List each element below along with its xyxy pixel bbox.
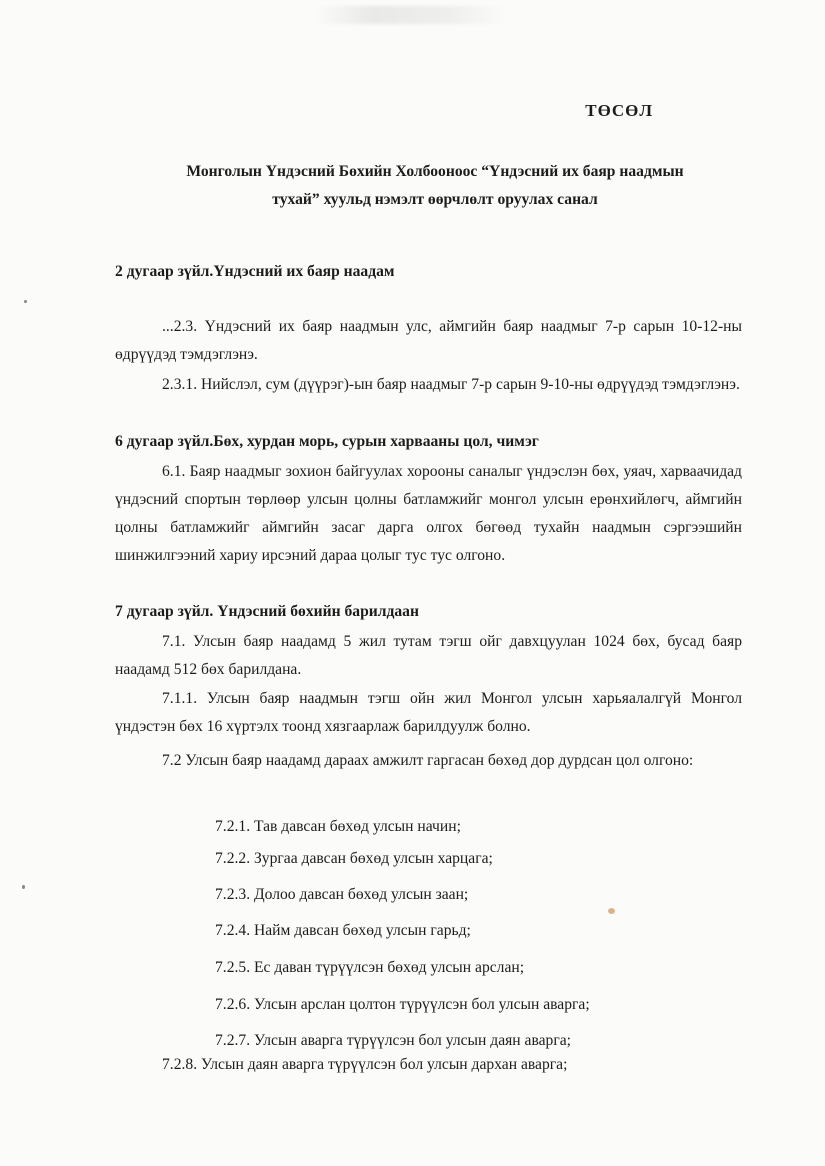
draft-label: ТӨСӨЛ [585, 101, 653, 120]
list-item-7-2-7: 7.2.7. Улсын аварга түрүүлсэн бол улсын даян аварга; [215, 1032, 571, 1049]
list-item-7-2-8: 7.2.8. Улсын даян аварга түрүүлсэн бол улсын дархан аварга; [162, 1056, 568, 1073]
article-2-paragraph-2-3: ...2.3. Үндэсний их баяр наадмын улс, аймгийн баяр наадмыг 7-р сарын 10-12-ны өдрүүдэд тэмдэглэнэ. [115, 318, 742, 363]
scan-speck [22, 885, 25, 889]
list-item-7-2-3: 7.2.3. Долоо давсан бөхөд улсын заан; [215, 886, 469, 903]
title-line-1: Монголын Үндэсний Бөхийн Холбооноос “Үндэсний их баяр наадмын [186, 163, 684, 180]
list-item-7-2-4: 7.2.4. Найм давсан бөхөд улсын гарьд; [215, 922, 471, 939]
article-7-paragraph-7-1: 7.1. Улсын баяр наадамд 5 жил тутам тэгш ойг давхцуулан 1024 бөх, бусад баяр наадамд 512 бөх барилдана. [115, 633, 742, 678]
scan-speck [608, 908, 615, 914]
article-6-paragraph-6-1: 6.1. Баяр наадмыг зохион байгуулах хорооны саналыг үндэслэн бөх, уяач, харваачидад үндэсний спортын төрлөөр улсын цолны батламжийг монгол улсын ерөнхийлөгч, аймгийн цолны батламжийг аймгийн засаг дарга олгох бөгөөд тухайн наадмын сэргээшийн шинжилгээний хариу ирсэний дараа цолыг тус тус олгоно. [115, 463, 742, 564]
article-7-heading: 7 дугаар зүйл. Үндэсний бөхийн барилдаан [115, 603, 419, 620]
list-item-7-2-1: 7.2.1. Тав давсан бөхөд улсын начин; [215, 818, 461, 835]
article-7-paragraph-7-2: 7.2 Улсын баяр наадамд дараах амжилт гаргасан бөхөд дор дурдсан цол олгоно: [162, 752, 694, 769]
scan-artifact [315, 6, 505, 24]
article-2-heading: 2 дугаар зүйл.Үндэсний их баяр наадам [115, 263, 395, 280]
document-title [100, 158, 770, 214]
title-line-2: тухай” хуульд нэмэлт өөрчлөлт оруулах санал [272, 191, 598, 208]
list-item-7-2-6: 7.2.6. Улсын арслан цолтон түрүүлсэн бол улсын аварга; [215, 996, 590, 1013]
article-2-paragraph-2-3-1: 2.3.1. Нийслэл, сум (дүүрэг)-ын баяр наадмыг 7-р сарын 9-10-ны өдрүүдэд тэмдэглэнэ. [162, 376, 740, 393]
scan-speck [24, 300, 27, 303]
list-item-7-2-5: 7.2.5. Ес даван түрүүлсэн бөхөд улсын арслан; [215, 959, 525, 976]
article-7-paragraph-7-1-1: 7.1.1. Улсын баяр наадмын тэгш ойн жил Монгол улсын харьяалалгүй Монгол үндэстэн бөх 16 хүртэлх тоонд хязгаарлаж барилдуулж болно. [115, 690, 742, 735]
article-6-heading: 6 дугаар зүйл.Бөх, хурдан морь, сурын харвааны цол, чимэг [115, 433, 539, 450]
list-item-7-2-2: 7.2.2. Зургаа давсан бөхөд улсын харцага; [215, 850, 493, 867]
